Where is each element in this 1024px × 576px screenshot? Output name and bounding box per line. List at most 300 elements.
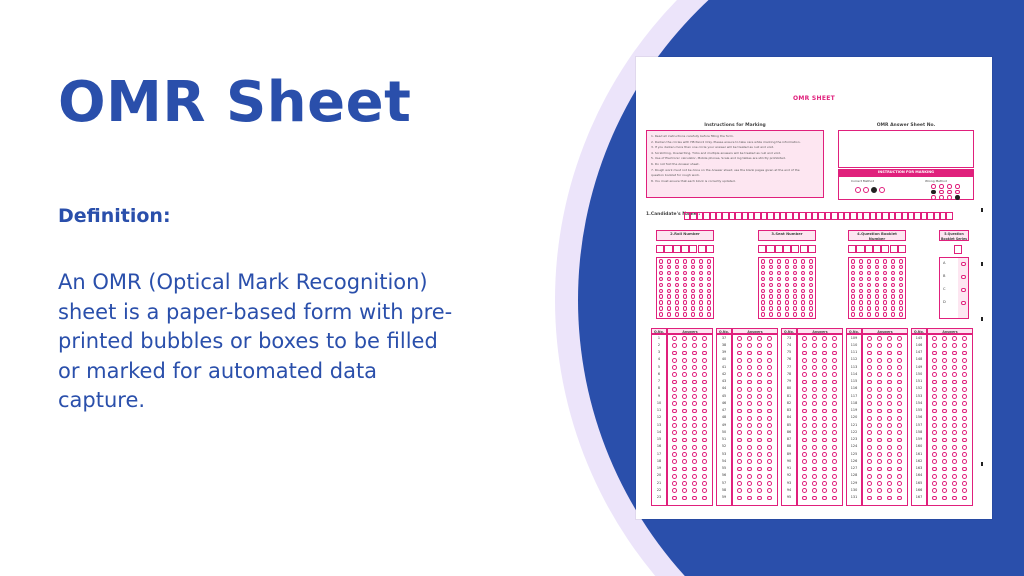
answer-bubble [812,474,817,479]
answer-bubble [672,416,677,421]
answer-bubble [802,358,807,363]
answer-bubble [767,343,772,348]
answer-bubble [822,445,827,450]
answer-bubble [952,343,957,348]
answer-bubble [737,401,742,406]
digit-bubble [793,294,798,299]
answer-bubble [672,459,677,464]
digit-bubble [867,294,872,299]
digit-bubble [809,289,814,294]
question-number: 125 [850,451,858,456]
question-number: 122 [850,429,858,434]
answer-bubble [747,481,752,486]
answer-bubble [747,372,752,377]
answer-bubble [832,387,837,392]
question-number: 16 [656,444,662,449]
answer-bubble [962,394,967,399]
answer-bubble [867,481,872,486]
answer-bubble [757,496,762,501]
answer-bubble [767,358,772,363]
series-option-label: D [943,300,946,304]
question-number: 113 [850,364,858,369]
answer-bubble [867,452,872,457]
question-number: 148 [915,357,923,362]
series-option-bubble [961,262,966,267]
digit-entry-box [881,245,889,253]
answer-bubble [877,452,882,457]
answer-bubble [897,401,902,406]
answer-bubble [962,401,967,406]
answer-bubble [672,467,677,472]
marking-instruction-title: INSTRUCTION FOR MARKING [838,169,974,176]
digit-bubble [875,294,880,299]
answer-bubble [702,336,707,341]
answer-bubble [702,430,707,435]
answer-bubble [757,387,762,392]
answer-bubble [942,430,947,435]
answer-bubble [682,481,687,486]
answer-bubble [737,343,742,348]
answer-bubble [702,358,707,363]
answer-bubble [942,423,947,428]
question-number: 78 [786,371,792,376]
answer-bubble [887,452,892,457]
answer-bubble [822,380,827,385]
series-option-bubble [961,301,966,306]
question-number: 9 [657,393,661,398]
answer-bubble [897,496,902,501]
digit-bubble [891,294,896,299]
question-number: 6 [657,371,661,376]
answer-bubble [702,459,707,464]
answer-bubble [942,394,947,399]
answer-bubble [692,430,697,435]
answer-bubble [932,372,937,377]
answer-bubble [887,430,892,435]
answer-bubble [812,416,817,421]
answer-bubble [802,445,807,450]
digit-bubble [769,289,774,294]
answer-bubble [767,445,772,450]
digit-bubble [785,294,790,299]
question-number: 51 [721,437,727,442]
answer-bubble [897,438,902,443]
answer-bubble [897,343,902,348]
question-number: 47 [721,408,727,413]
answer-bubble [932,358,937,363]
answer-bubble [737,358,742,363]
answer-bubble [702,351,707,356]
question-number: 59 [721,495,727,500]
digit-entry-box [698,245,706,253]
question-number: 112 [850,357,858,362]
answer-bubble [692,401,697,406]
answer-bubble [962,459,967,464]
answer-bubble [887,343,892,348]
series-option-bubble [961,275,966,280]
answer-bubble [692,423,697,428]
answer-bubble [867,365,872,370]
answer-bubble [822,409,827,414]
answer-bubble [757,358,762,363]
answer-bubble [802,351,807,356]
answer-bubble [932,467,937,472]
answer-bubble [702,409,707,414]
question-number: 74 [786,342,792,347]
answer-bubble [832,394,837,399]
answer-bubble [887,351,892,356]
answer-bubble [822,496,827,501]
answer-bubble [767,488,772,493]
digit-entry-box [791,245,799,253]
question-number: 115 [850,379,858,384]
answer-bubble [877,430,882,435]
answer-bubble [767,387,772,392]
question-number: 40 [721,357,727,362]
answer-bubble [867,416,872,421]
answer-bubble [832,372,837,377]
answer-bubble [767,423,772,428]
digit-entry-box [664,245,672,253]
question-number: 76 [786,357,792,362]
answer-bubble [932,488,937,493]
answer-bubble [867,438,872,443]
answer-bubble [877,496,882,501]
answer-bubble [767,430,772,435]
answer-bubble [702,452,707,457]
answer-bubble [897,409,902,414]
digit-bubble [851,300,856,305]
digit-bubble [769,294,774,299]
digit-bubble [859,300,864,305]
question-number: 123 [850,437,858,442]
question-number: 37 [721,335,727,340]
digit-bubble [785,306,790,311]
series-option-bubble [961,288,966,293]
answer-bubble [942,488,947,493]
answer-bubble [952,438,957,443]
answer-bubble [757,372,762,377]
slide-title: OMR Sheet [58,70,412,135]
answer-bubble [692,409,697,414]
question-number: 88 [786,444,792,449]
answer-bubble [942,452,947,457]
answer-bubble [737,409,742,414]
answer-bubble [952,467,957,472]
digit-bubble [793,300,798,305]
question-number: 21 [656,480,662,485]
question-number: 128 [850,473,858,478]
digit-bubble [899,259,904,264]
answer-bubble [757,452,762,457]
answer-bubble [692,481,697,486]
instruction-line: 6. Do not fold the Answer sheet. [651,161,700,166]
digit-bubble [859,312,864,317]
answer-bubble [897,358,902,363]
digit-entry-box [783,245,791,253]
answer-bubble [767,351,772,356]
answer-bubble [877,416,882,421]
answer-bubble [682,423,687,428]
answer-bubble [767,336,772,341]
answers-header: Answers [732,328,778,334]
answer-bubble [682,416,687,421]
answer-bubble [702,445,707,450]
question-number: 156 [915,415,923,420]
answer-bubble [867,351,872,356]
digit-bubble [809,300,814,305]
answer-bubble [767,394,772,399]
answer-bubble [682,467,687,472]
answer-bubble [672,438,677,443]
correct-example-bubble [855,187,861,193]
answer-bubble [682,372,687,377]
answer-bubble [867,430,872,435]
answer-bubble [812,467,817,472]
answer-bubble [897,452,902,457]
answer-bubble [877,387,882,392]
digit-bubble [891,300,896,305]
instruction-line: 1. Read all instructions carefully before filling the form. [651,134,734,138]
digit-bubble [683,294,688,299]
answer-bubble [737,380,742,385]
answer-bubble [812,452,817,457]
answer-bubble [962,372,967,377]
answer-bubble [737,438,742,443]
digit-bubble [777,312,782,317]
answer-bubble [877,343,882,348]
digit-bubble [809,306,814,311]
answer-bubble [767,467,772,472]
question-number: 46 [721,400,727,405]
digit-bubble [883,300,888,305]
answer-bubble [867,423,872,428]
question-number: 79 [786,379,792,384]
question-number: 109 [850,335,858,340]
answer-bubble [867,459,872,464]
answer-bubble [802,481,807,486]
answer-bubble [822,459,827,464]
answer-bubble [942,496,947,501]
answer-bubble [692,452,697,457]
answer-bubble [962,488,967,493]
digit-bubble [683,312,688,317]
qno-header: Q.No. [846,328,862,334]
digit-bubble [707,312,712,317]
answer-bubble [692,336,697,341]
answer-bubble [877,358,882,363]
answer-bubble [682,387,687,392]
answer-bubble [682,358,687,363]
answer-bubble [692,387,697,392]
answer-bubble [692,459,697,464]
answer-bubble [822,467,827,472]
answer-bubble [822,430,827,435]
answer-bubble [952,452,957,457]
digit-bubble [691,289,696,294]
answer-bubble [692,474,697,479]
digit-entry-box [856,245,864,253]
digit-bubble [675,294,680,299]
answer-bubble [802,474,807,479]
question-number: 45 [721,393,727,398]
digit-bubble [875,259,880,264]
answer-bubble [832,445,837,450]
question-number: 82 [786,400,792,405]
digit-bubble [761,289,766,294]
answer-bubble [952,445,957,450]
answer-bubble [672,445,677,450]
name-letter-box [946,212,952,220]
answer-bubble [682,445,687,450]
answer-bubble [822,416,827,421]
question-number: 117 [850,393,858,398]
question-number: 111 [850,350,858,355]
answer-bubble [747,387,752,392]
digit-bubble [691,306,696,311]
answer-bubble [952,336,957,341]
digit-bubble [691,294,696,299]
seat-number-header: 3.Seat Number [758,230,816,241]
answer-bubble [757,409,762,414]
question-number: 130 [850,487,858,492]
digit-bubble [707,259,712,264]
answer-bubble [812,481,817,486]
answer-bubble [757,438,762,443]
answer-bubble [897,416,902,421]
digit-entry-box [898,245,906,253]
answer-bubble [822,474,827,479]
answer-bubble [962,343,967,348]
answer-bubble [932,365,937,370]
answer-bubble [757,423,762,428]
answers-header: Answers [927,328,973,334]
digit-bubble [801,259,806,264]
question-number: 10 [656,400,662,405]
question-number: 124 [850,444,858,449]
digit-bubble [883,312,888,317]
answer-bubble [767,438,772,443]
answer-bubble [682,365,687,370]
candidate-name-label: 1.Candidate's Name : [646,212,701,217]
answer-bubble [682,459,687,464]
answer-bubble [832,488,837,493]
answer-bubble [822,481,827,486]
answer-bubble [962,351,967,356]
answer-bubble [737,488,742,493]
marking-instruction-box [838,176,974,200]
answer-bubble [952,496,957,501]
question-number: 48 [721,415,727,420]
answer-bubble [672,358,677,363]
answer-bubble [672,380,677,385]
digit-bubble [867,312,872,317]
question-number: 116 [850,386,858,391]
answer-bubble [932,336,937,341]
answer-bubble [747,467,752,472]
answer-bubble [867,394,872,399]
digit-bubble [675,300,680,305]
answer-bubble [672,409,677,414]
answer-bubble [962,467,967,472]
answer-bubble [832,481,837,486]
answer-sheet-no-box [838,130,974,168]
question-number: 2 [657,342,661,347]
answer-bubble [692,438,697,443]
answer-bubble [682,401,687,406]
digit-entry-box [873,245,881,253]
digit-bubble [667,300,672,305]
series-option-label: B [943,274,946,278]
answer-bubble [672,401,677,406]
digit-bubble [667,259,672,264]
question-number: 41 [721,364,727,369]
answer-bubble [932,438,937,443]
digit-bubble [793,289,798,294]
answer-bubble [747,409,752,414]
answer-bubble [812,438,817,443]
answer-bubble [942,416,947,421]
question-number: 94 [786,487,792,492]
qno-header: Q.No. [911,328,927,334]
question-number: 126 [850,458,858,463]
question-number: 127 [850,466,858,471]
answer-bubble [682,336,687,341]
answer-bubble [962,474,967,479]
question-number: 86 [786,429,792,434]
answer-bubble [802,488,807,493]
question-number: 160 [915,444,923,449]
question-number: 52 [721,444,727,449]
answer-bubble [887,416,892,421]
answer-bubble [867,387,872,392]
answer-bubble [867,380,872,385]
answer-bubble [672,474,677,479]
answer-bubble [812,358,817,363]
answer-bubble [747,452,752,457]
wrong-example-bubble [947,184,952,189]
answer-bubble [932,430,937,435]
question-number: 73 [786,335,792,340]
answer-bubble [812,365,817,370]
answer-bubble [952,394,957,399]
answer-bubble [682,351,687,356]
digit-bubble [777,300,782,305]
wrong-example-bubble [947,190,952,195]
answer-bubble [692,394,697,399]
digit-bubble [691,312,696,317]
answer-bubble [757,474,762,479]
answer-bubble [812,336,817,341]
answer-bubble [747,423,752,428]
answer-bubble [802,372,807,377]
answer-bubble [932,445,937,450]
qno-header: Q.No. [651,328,667,334]
answer-bubble [897,365,902,370]
series-option-label: A [943,261,946,265]
omr-sheet-image [636,57,992,519]
digit-bubble [691,300,696,305]
answer-bubble [747,394,752,399]
correct-example-bubble [871,187,877,193]
answer-bubble [822,343,827,348]
answer-bubble [737,459,742,464]
digit-bubble [785,300,790,305]
answer-bubble [812,351,817,356]
answer-bubble [822,438,827,443]
answer-bubble [932,343,937,348]
digit-bubble [859,259,864,264]
